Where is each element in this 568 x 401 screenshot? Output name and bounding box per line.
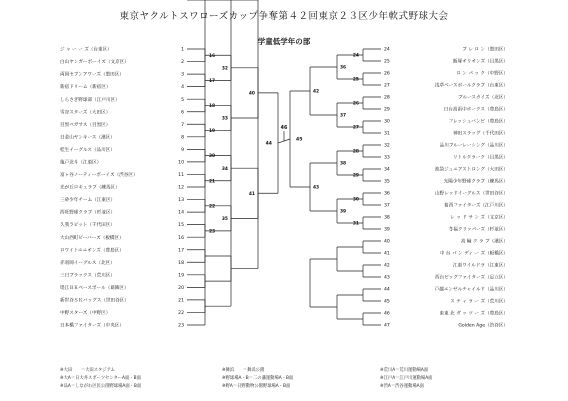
match-number: 32: [221, 66, 228, 72]
team-number: 6: [181, 110, 184, 116]
team-name: 両国セブンアワーズ（墨田区）: [60, 72, 124, 78]
match-number: 28: [352, 149, 359, 155]
team-number: 8: [181, 135, 184, 141]
venue-note: ※荒川A＝荒川運動場A面: [380, 368, 429, 373]
team-name: 葛西ファイターズ（江戸川区）: [444, 203, 508, 209]
match-number: 19: [209, 129, 216, 135]
venue-note: ※渋A＝渋谷運動場A面: [380, 384, 424, 389]
venue-note: ※江戸A＝江戸川運動場A面: [380, 376, 433, 381]
team-number: 46: [384, 311, 390, 317]
tournament-title: 東京ヤクルトスワローズカップ争奪第４２回東京２３区少年軟式野球大会: [119, 11, 449, 22]
team-name: ブルースカイズ（北区）: [458, 95, 508, 101]
venue-note: ※品A＝しながわ区民公園野球場A面・B面: [60, 384, 142, 389]
match-number: 26: [352, 101, 359, 107]
team-name: 戸越エンゼルチャイルド（品川区）: [434, 287, 508, 293]
team-number: 16: [178, 235, 184, 241]
team-name: 三砂少年チーム（江東区）: [60, 198, 116, 204]
team-number: 32: [384, 143, 390, 149]
team-number: 39: [384, 227, 390, 233]
match-number: 45: [296, 137, 303, 143]
team-number: 21: [178, 298, 184, 304]
team-number: 24: [384, 47, 390, 53]
match-number: 37: [340, 113, 347, 119]
team-number: 29: [384, 107, 390, 113]
match-number: 17: [209, 78, 216, 84]
match-number: 35: [221, 216, 228, 222]
match-number: 24: [352, 53, 359, 59]
match-number: 42: [313, 89, 320, 95]
team-name: 三日ブラックス（荒川区）: [60, 273, 115, 279]
team-number: 2: [181, 60, 184, 66]
team-number: 20: [178, 285, 184, 291]
match-number: 23: [209, 229, 216, 235]
team-name: 飯塚オリオンズ（目黒区）: [453, 59, 508, 65]
team-name: しらさぎ野球部（江戸川区）: [60, 97, 120, 103]
team-name: 光陽少年野球クラブ（練馬区）: [443, 179, 508, 185]
final-match-number: 46: [280, 126, 288, 132]
team-name: 西台ビッグファイターズ（足立区）: [435, 275, 508, 281]
team-number: 38: [384, 215, 390, 221]
team-name: 中 台 パ ン ディ ー ズ（板橋区）: [439, 251, 508, 257]
team-number: 12: [178, 185, 184, 191]
team-name: リトルクラーク（目黒区）: [452, 155, 508, 161]
team-number: 33: [384, 155, 390, 161]
team-number: 37: [384, 203, 390, 209]
team-name: 久我ラピット（千代田区）: [60, 223, 115, 229]
team-name: 白山ヤンガーボーイズ（文京区）: [60, 60, 129, 66]
team-name: 日台高雨中ホークス（豊島区）: [443, 107, 508, 113]
team-name: Golden Age（渋谷区）: [458, 323, 508, 329]
match-number: 44: [265, 141, 272, 147]
team-number: 18: [178, 260, 184, 266]
venue-note: ※大田 ＝大田スタジアム: [60, 368, 115, 373]
team-number: 3: [181, 72, 184, 78]
team-number: 47: [384, 323, 390, 329]
team-number: 22: [178, 311, 184, 317]
venue-note: ※野A＝日野動物公園野球場A・B面: [222, 384, 291, 389]
team-number: 14: [178, 210, 184, 216]
team-number: 43: [384, 275, 390, 281]
team-number: 7: [181, 122, 184, 128]
match-number: 25: [352, 77, 359, 83]
team-number: 15: [178, 223, 184, 229]
team-name: 高 輪 ク ラ ブ（港区）: [460, 239, 508, 245]
team-number: 10: [178, 160, 184, 166]
team-name: 亀戸北斗（江東区）: [60, 160, 102, 166]
venue-note: ※大A＝日大井スポーツセンターA面・B面: [60, 376, 141, 381]
team-number: 19: [178, 273, 184, 279]
match-number: 16: [209, 53, 216, 59]
team-name: 日金山ヤンキース（港区）: [60, 135, 115, 141]
match-number: 18: [209, 104, 216, 110]
match-number: 36: [340, 65, 347, 71]
team-name: 江東ワイルドラ（江東区）: [453, 263, 508, 269]
team-number: 27: [384, 83, 390, 89]
team-name: 新世谷ＳＫバッグス（世田谷区）: [60, 298, 129, 304]
team-name: 雪谷スターズ（大田区）: [60, 110, 111, 116]
team-name: 富ヶ谷ノーティーボーイズ（渋谷区）: [60, 173, 138, 179]
team-number: 42: [384, 263, 390, 269]
team-name: ロワイトユニオンズ（豊島区）: [60, 248, 124, 254]
team-name: 新宿ドリーム（新宿区）: [60, 85, 111, 91]
team-name: 西旺野球クラブ（杉並区）: [60, 210, 116, 216]
team-name: 東東 北 ガ ッ ツ ー ズ（豊島区）: [439, 311, 508, 317]
team-number: 41: [384, 251, 390, 257]
team-name: 冬福クリッパーズ（杉並区）: [448, 227, 508, 233]
match-number: 21: [209, 179, 216, 185]
team-name: ブ レ ロ ン（墨田区）: [462, 47, 508, 53]
team-name: 堤江ＢＫベースボール（葛飾区）: [60, 285, 129, 291]
team-number: 17: [178, 248, 184, 254]
team-number: 9: [181, 147, 184, 153]
venue-note: ※野球場A・B＝二の藩運動場A・B面: [222, 376, 294, 381]
match-number: 30: [352, 197, 359, 203]
match-number: 39: [340, 209, 347, 215]
team-name: 品川ブルーレーシング（品川区）: [439, 143, 508, 149]
team-name: 桂生イーグルス（品川区）: [60, 147, 115, 153]
match-number: 29: [352, 173, 359, 179]
team-name: ス テ ィ ラ ー ズ（荒川区）: [450, 299, 508, 305]
team-number: 23: [178, 323, 184, 329]
team-number: 11: [178, 173, 184, 179]
match-number: 38: [340, 161, 347, 167]
team-name: 中野スターズ（中野区）: [60, 311, 111, 317]
match-number: 43: [313, 185, 320, 191]
team-number: 28: [384, 95, 390, 101]
team-name: 目黒ペガサス（目黒区）: [60, 122, 111, 128]
team-number: 36: [384, 191, 390, 197]
team-number: 44: [384, 287, 390, 293]
team-number: 31: [384, 131, 390, 137]
team-number: 13: [178, 198, 184, 204]
team-name: フレッシュバンビ（豊島区）: [448, 119, 508, 125]
team-name: ジ ャ ー ー ズ（台東区）: [60, 47, 112, 53]
team-name: 光が丘ロキュラブ（練馬区）: [60, 185, 120, 191]
team-number: 4: [181, 85, 184, 91]
match-number: 20: [209, 154, 216, 160]
team-name: ロ ン パ ッ ク（中野区）: [456, 71, 508, 77]
team-name: 浅草ベースボールクラブ（台東区）: [434, 83, 508, 89]
team-name: 神田スラッグ（千代田区）: [452, 131, 508, 137]
team-name: レ ッ ド サ ン ズ（文京区）: [450, 215, 508, 221]
match-number: 22: [209, 204, 216, 210]
team-number: 45: [384, 299, 390, 305]
match-number: 33: [221, 116, 228, 122]
match-number: 34: [221, 166, 228, 172]
team-number: 1: [181, 47, 184, 53]
team-number: 26: [384, 71, 390, 77]
division-heading: 学童低学年の部: [257, 37, 311, 46]
match-number: 31: [352, 221, 359, 227]
team-name: 日本橋ファイターズ（中央区）: [60, 323, 124, 329]
team-name: 池袋ジュニアストロング（大田区）: [434, 167, 508, 173]
team-number: 40: [384, 239, 390, 245]
team-name: 山野レッドイーグルス（世田谷区）: [435, 191, 508, 197]
team-number: 35: [384, 179, 390, 185]
team-number: 25: [384, 59, 390, 65]
team-number: 30: [384, 119, 390, 125]
team-name: 大山西町ビーバーズ（板橋区）: [60, 235, 124, 241]
team-number: 5: [181, 97, 184, 103]
match-number: 27: [352, 125, 359, 131]
venue-note: ※舞浜 ＝舞浜公園: [222, 368, 265, 373]
team-name: 赤羽岡イーグルス（北区）: [60, 260, 115, 266]
team-number: 34: [384, 167, 390, 173]
match-number: 41: [248, 191, 255, 197]
match-number: 40: [248, 91, 255, 97]
